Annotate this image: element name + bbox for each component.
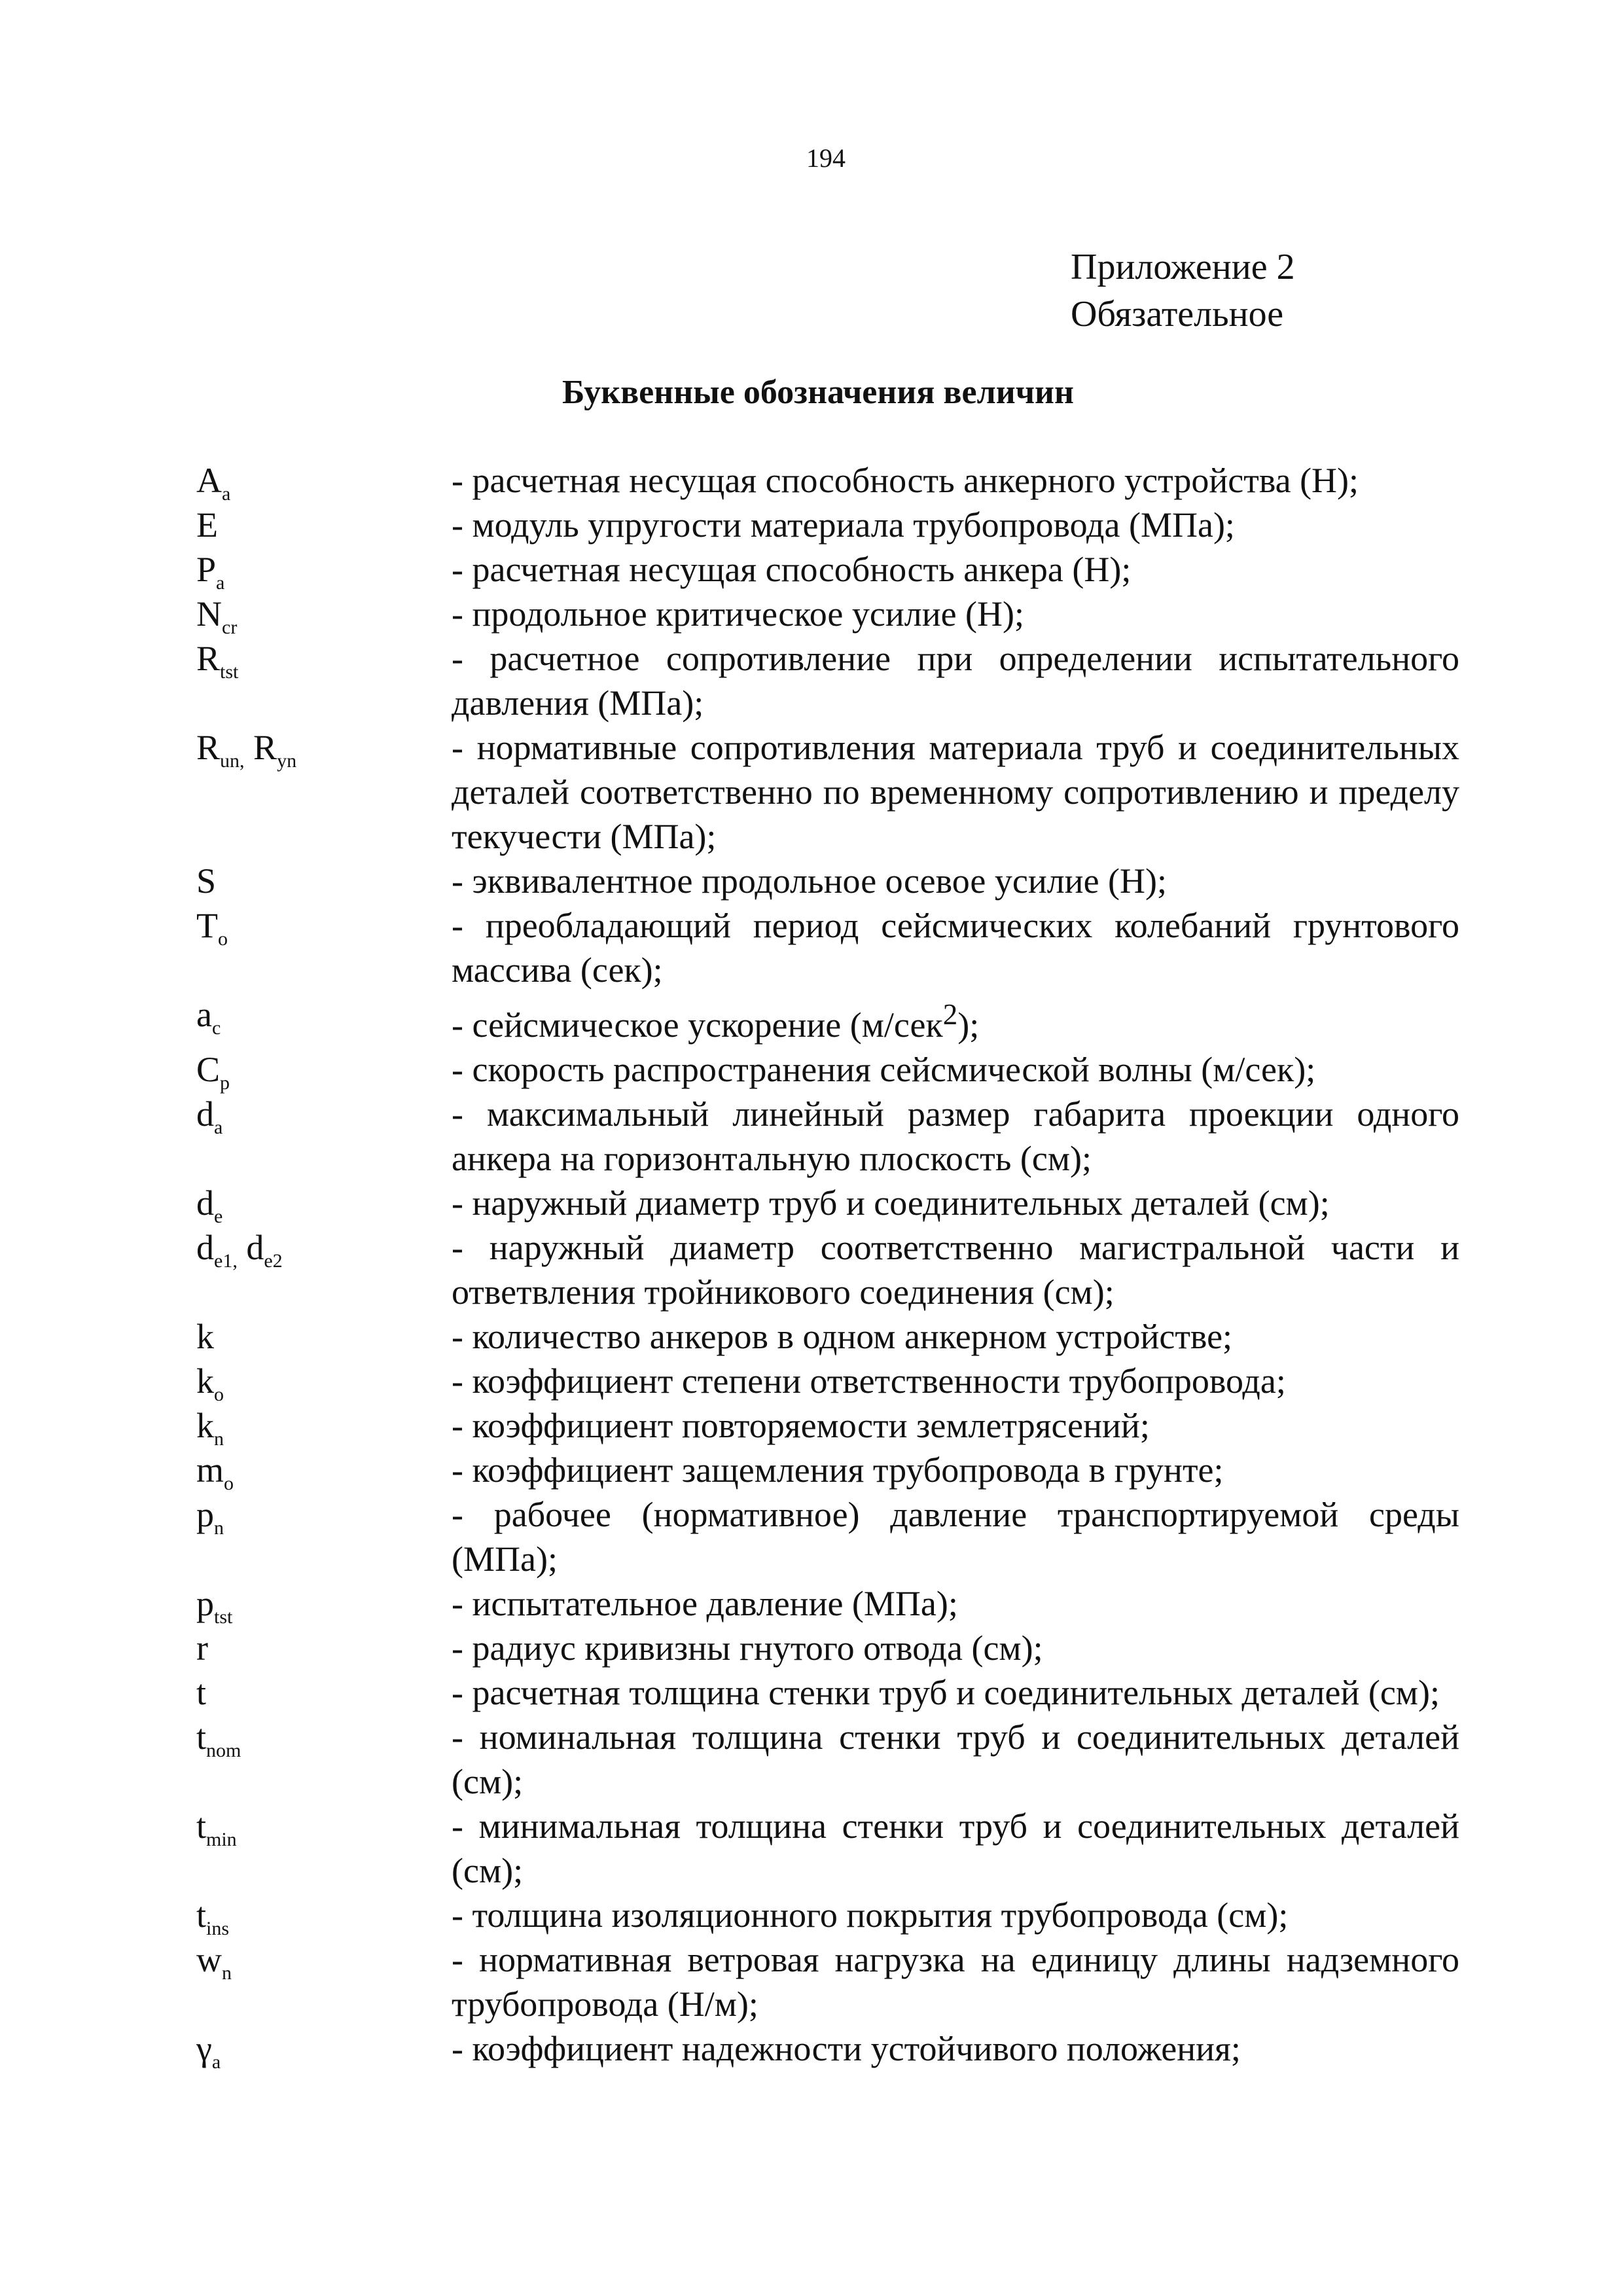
- symbol-description: - модуль упругости материала трубопровода (МПа);: [452, 505, 1235, 545]
- symbol: $t_{min}$: [196, 1806, 237, 1850]
- symbol: $w_n$: [196, 1940, 232, 1984]
- symbol-row: [196, 2026, 1459, 2071]
- symbol-description: - максимальный линейный размер габарита проекции одного анкера на горизонтальную плоскость (см);: [452, 1094, 1459, 1178]
- symbol: $k_o$: [196, 1361, 224, 1405]
- symbol-description: - нормативная ветровая нагрузка на единицу длины надземного трубопровода (Н/м);: [452, 1940, 1459, 2024]
- symbol-description: - расчетная толщина стенки труб и соединительных деталей (см);: [452, 1673, 1440, 1712]
- symbol-row: [196, 1225, 1459, 1314]
- symbol: $a_c$: [196, 995, 221, 1039]
- symbol: $T_o$: [196, 906, 228, 950]
- symbol-description: - скорость распространения сейсмической волны (м/сек);: [452, 1050, 1316, 1089]
- symbol-description: - расчетная несущая способность анкера (Н);: [452, 550, 1132, 589]
- symbol: $p_n$: [196, 1495, 224, 1539]
- symbol: $k_n$: [196, 1406, 224, 1450]
- page-number: 194: [806, 143, 846, 173]
- symbol: $t_{ins}$: [196, 1895, 230, 1939]
- symbol: t: [196, 1673, 207, 1712]
- symbol-description: - рабочее (нормативное) давление транспортируемой среды (МПа);: [452, 1495, 1459, 1579]
- symbols-list: [196, 458, 1459, 2071]
- symbol-description: - радиус кривизны гнутого отвода (см);: [452, 1628, 1043, 1668]
- symbol-row: [196, 725, 1459, 859]
- symbol-description: - коэффициент надежности устойчивого положения;: [452, 2029, 1241, 2068]
- symbol-description: - коэффициент повторяемости землетрясений;: [452, 1406, 1150, 1445]
- symbol-description: - расчетное сопротивление при определении испытательного давления (МПа);: [452, 639, 1459, 723]
- symbol-row: [196, 1492, 1459, 1581]
- symbol-description: - номинальная толщина стенки труб и соединительных деталей (см);: [452, 1717, 1459, 1801]
- symbol: $A_a$: [196, 461, 231, 505]
- symbol: $d_{e1,}$ $d_{e2}$: [196, 1228, 283, 1272]
- symbol: $C_p$: [196, 1050, 230, 1094]
- symbol-row: [196, 1314, 1459, 1359]
- symbol-description: - толщина изоляционного покрытия трубопровода (см);: [452, 1895, 1289, 1935]
- symbol: $p_{tst}$: [196, 1584, 233, 1628]
- symbol-row: [196, 859, 1459, 903]
- symbol-row: [196, 1403, 1459, 1448]
- section-title: Буквенные обозначения величин: [562, 374, 1074, 411]
- symbol-description: - наружный диаметр соответственно магистральной части и ответвления тройникового соединения (см);: [452, 1228, 1459, 1312]
- symbol-row: [196, 1893, 1459, 1937]
- symbol-row: [196, 1448, 1459, 1492]
- symbol-row: [196, 1715, 1459, 1804]
- symbol-row: [196, 1359, 1459, 1403]
- symbol-description: - количество анкеров в одном анкерном устройстве;: [452, 1317, 1233, 1356]
- symbol-description: - коэффициент степени ответственности трубопровода;: [452, 1361, 1286, 1401]
- symbol-description: - сейсмическое ускорение (м/сек$^2$);: [452, 998, 980, 1045]
- symbol-row: [196, 1581, 1459, 1626]
- symbol-row: [196, 1626, 1459, 1670]
- symbol: E: [196, 505, 218, 545]
- symbol: $d_a$: [196, 1094, 223, 1138]
- symbol-description: - эквивалентное продольное осевое усилие (Н);: [452, 861, 1167, 901]
- symbol-row: [196, 1092, 1459, 1181]
- symbol-row: [196, 1670, 1459, 1715]
- symbol-row: [196, 992, 1459, 1047]
- symbol-description: - преобладающий период сейсмических колебаний грунтового массива (сек);: [452, 906, 1459, 990]
- symbol: k: [196, 1317, 214, 1356]
- symbol-description: - наружный диаметр труб и соединительных деталей (см);: [452, 1183, 1330, 1223]
- symbol: r: [196, 1628, 208, 1668]
- symbol: $d_e$: [196, 1183, 223, 1227]
- symbol-row: [196, 1047, 1459, 1092]
- symbol-row: [196, 592, 1459, 636]
- symbol-description: - коэффициент защемления трубопровода в грунте;: [452, 1450, 1224, 1490]
- symbol-row: [196, 903, 1459, 992]
- symbol-description: - нормативные сопротивления материала труб и соединительных деталей соответственно по временному сопротивлению и пределу текучести (МПа);: [452, 728, 1459, 856]
- symbol-row: [196, 636, 1459, 725]
- symbol-row: [196, 503, 1459, 547]
- appendix-number: Приложение 2: [1071, 247, 1295, 287]
- symbol-description: - минимальная толщина стенки труб и соединительных деталей (см);: [452, 1806, 1459, 1890]
- symbol-description: - испытательное давление (МПа);: [452, 1584, 958, 1623]
- symbol-row: [196, 1804, 1459, 1893]
- symbol-description: - продольное критическое усилие (Н);: [452, 594, 1025, 634]
- appendix-label: [1071, 243, 1295, 338]
- symbol-row: [196, 547, 1459, 592]
- appendix-status: Обязательное: [1071, 294, 1284, 334]
- symbol: $t_{nom}$: [196, 1717, 241, 1761]
- symbol: $R_{un,}$ $R_{yn}$: [196, 728, 297, 772]
- symbol-row: [196, 1181, 1459, 1225]
- symbol: $R_{tst}$: [196, 639, 239, 683]
- symbol: S: [196, 861, 217, 901]
- symbol-row: [196, 458, 1459, 503]
- symbol: $P_a$: [196, 550, 225, 594]
- symbol-row: [196, 1937, 1459, 2026]
- symbol: $\gamma_a$: [196, 2029, 221, 2073]
- symbol-description: - расчетная несущая способность анкерного устройства (Н);: [452, 461, 1359, 500]
- symbol: $m_o$: [196, 1450, 234, 1494]
- symbol: $N_{cr}$: [196, 594, 238, 638]
